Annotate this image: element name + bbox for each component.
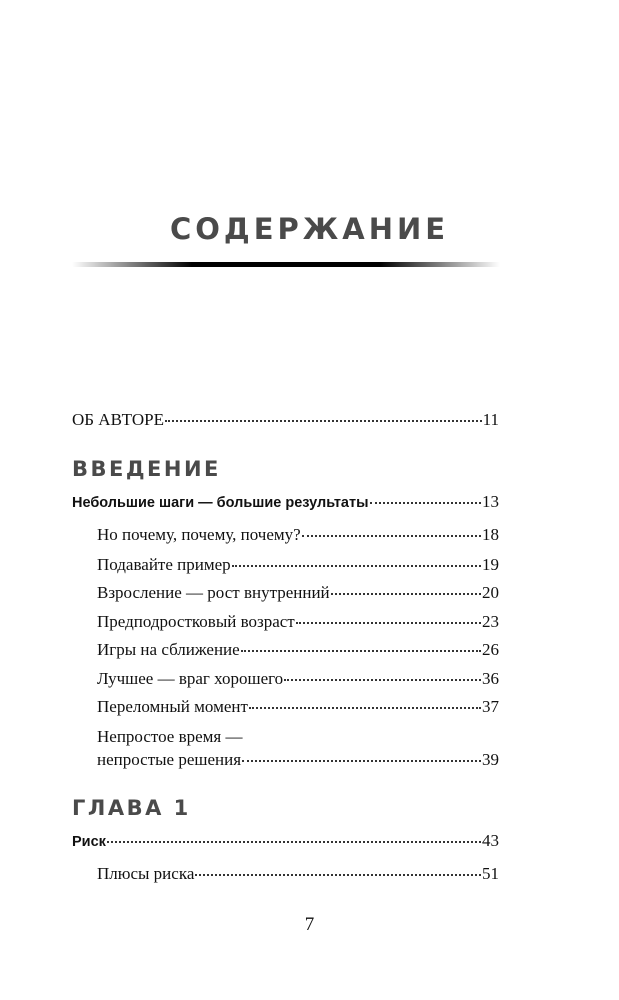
toc-entry-label: Подавайте пример — [97, 555, 231, 574]
toc-entry-about[interactable] — [72, 410, 499, 430]
toc-entry-intro-main[interactable] — [72, 492, 499, 513]
title-rule — [72, 262, 500, 267]
toc-entry-label: Но почему, почему, почему? — [97, 525, 301, 544]
dot-leader — [302, 535, 481, 537]
toc-entry-label: Игры на сближение — [97, 640, 240, 659]
toc-page-number: 39 — [482, 750, 499, 769]
toc-page-number: 13 — [482, 492, 499, 511]
toc-entry[interactable] — [97, 612, 499, 632]
section-heading-chapter-1: ГЛАВА 1 — [72, 796, 191, 820]
toc-page-number: 23 — [482, 612, 499, 631]
toc-page-number: 20 — [482, 583, 499, 602]
dot-leader — [331, 593, 481, 595]
dot-leader — [165, 420, 482, 422]
toc-page-number: 19 — [482, 555, 499, 574]
section-heading-intro: ВВЕДЕНИЕ — [72, 457, 221, 481]
toc-entry-label-line1[interactable]: Непростое время — — [97, 727, 243, 746]
toc-page-number: 18 — [482, 525, 499, 544]
dot-leader — [242, 760, 481, 762]
dot-leader — [370, 502, 482, 504]
toc-entry-label: непростые решения — [97, 750, 242, 769]
toc-entry-label: Предподростковый возраст — [97, 612, 295, 631]
dot-leader — [195, 874, 481, 876]
toc-page-number: 36 — [482, 669, 499, 688]
toc-entry-label: Взросление — рост внутренний — [97, 583, 330, 602]
toc-entry-label: Переломный момент — [97, 697, 248, 716]
dot-leader — [241, 650, 481, 652]
toc-entry[interactable] — [97, 697, 499, 717]
dot-leader — [249, 707, 481, 709]
toc-entry[interactable] — [97, 669, 499, 689]
toc-entry-label: ОБ АВТОРЕ — [72, 410, 164, 429]
toc-entry[interactable] — [97, 525, 499, 545]
toc-entry[interactable] — [97, 864, 499, 884]
toc-entry-label: Плюсы риска — [97, 864, 195, 883]
toc-page-number: 26 — [482, 640, 499, 659]
dot-leader — [296, 622, 481, 624]
toc-page-number: 51 — [482, 864, 499, 883]
toc-entry[interactable] — [97, 555, 499, 575]
dot-leader — [284, 679, 481, 681]
toc-page-number: 11 — [482, 410, 499, 429]
toc-entry-chapter-1-main[interactable] — [72, 831, 499, 852]
toc-entry-label: Риск — [72, 834, 106, 850]
toc-entry[interactable] — [97, 583, 499, 603]
page-number: 7 — [304, 914, 315, 935]
page-title: СОДЕРЖАНИЕ — [169, 212, 450, 246]
toc-page-number: 43 — [482, 831, 499, 850]
toc-entry[interactable] — [97, 750, 499, 770]
dot-leader — [107, 841, 481, 843]
toc-page-number: 37 — [482, 697, 499, 716]
toc-entry-label: Небольшие шаги — большие результаты — [72, 495, 369, 511]
toc-entry[interactable] — [97, 640, 499, 660]
dot-leader — [232, 565, 481, 567]
toc-entry-label: Лучшее — враг хорошего — [97, 669, 284, 688]
